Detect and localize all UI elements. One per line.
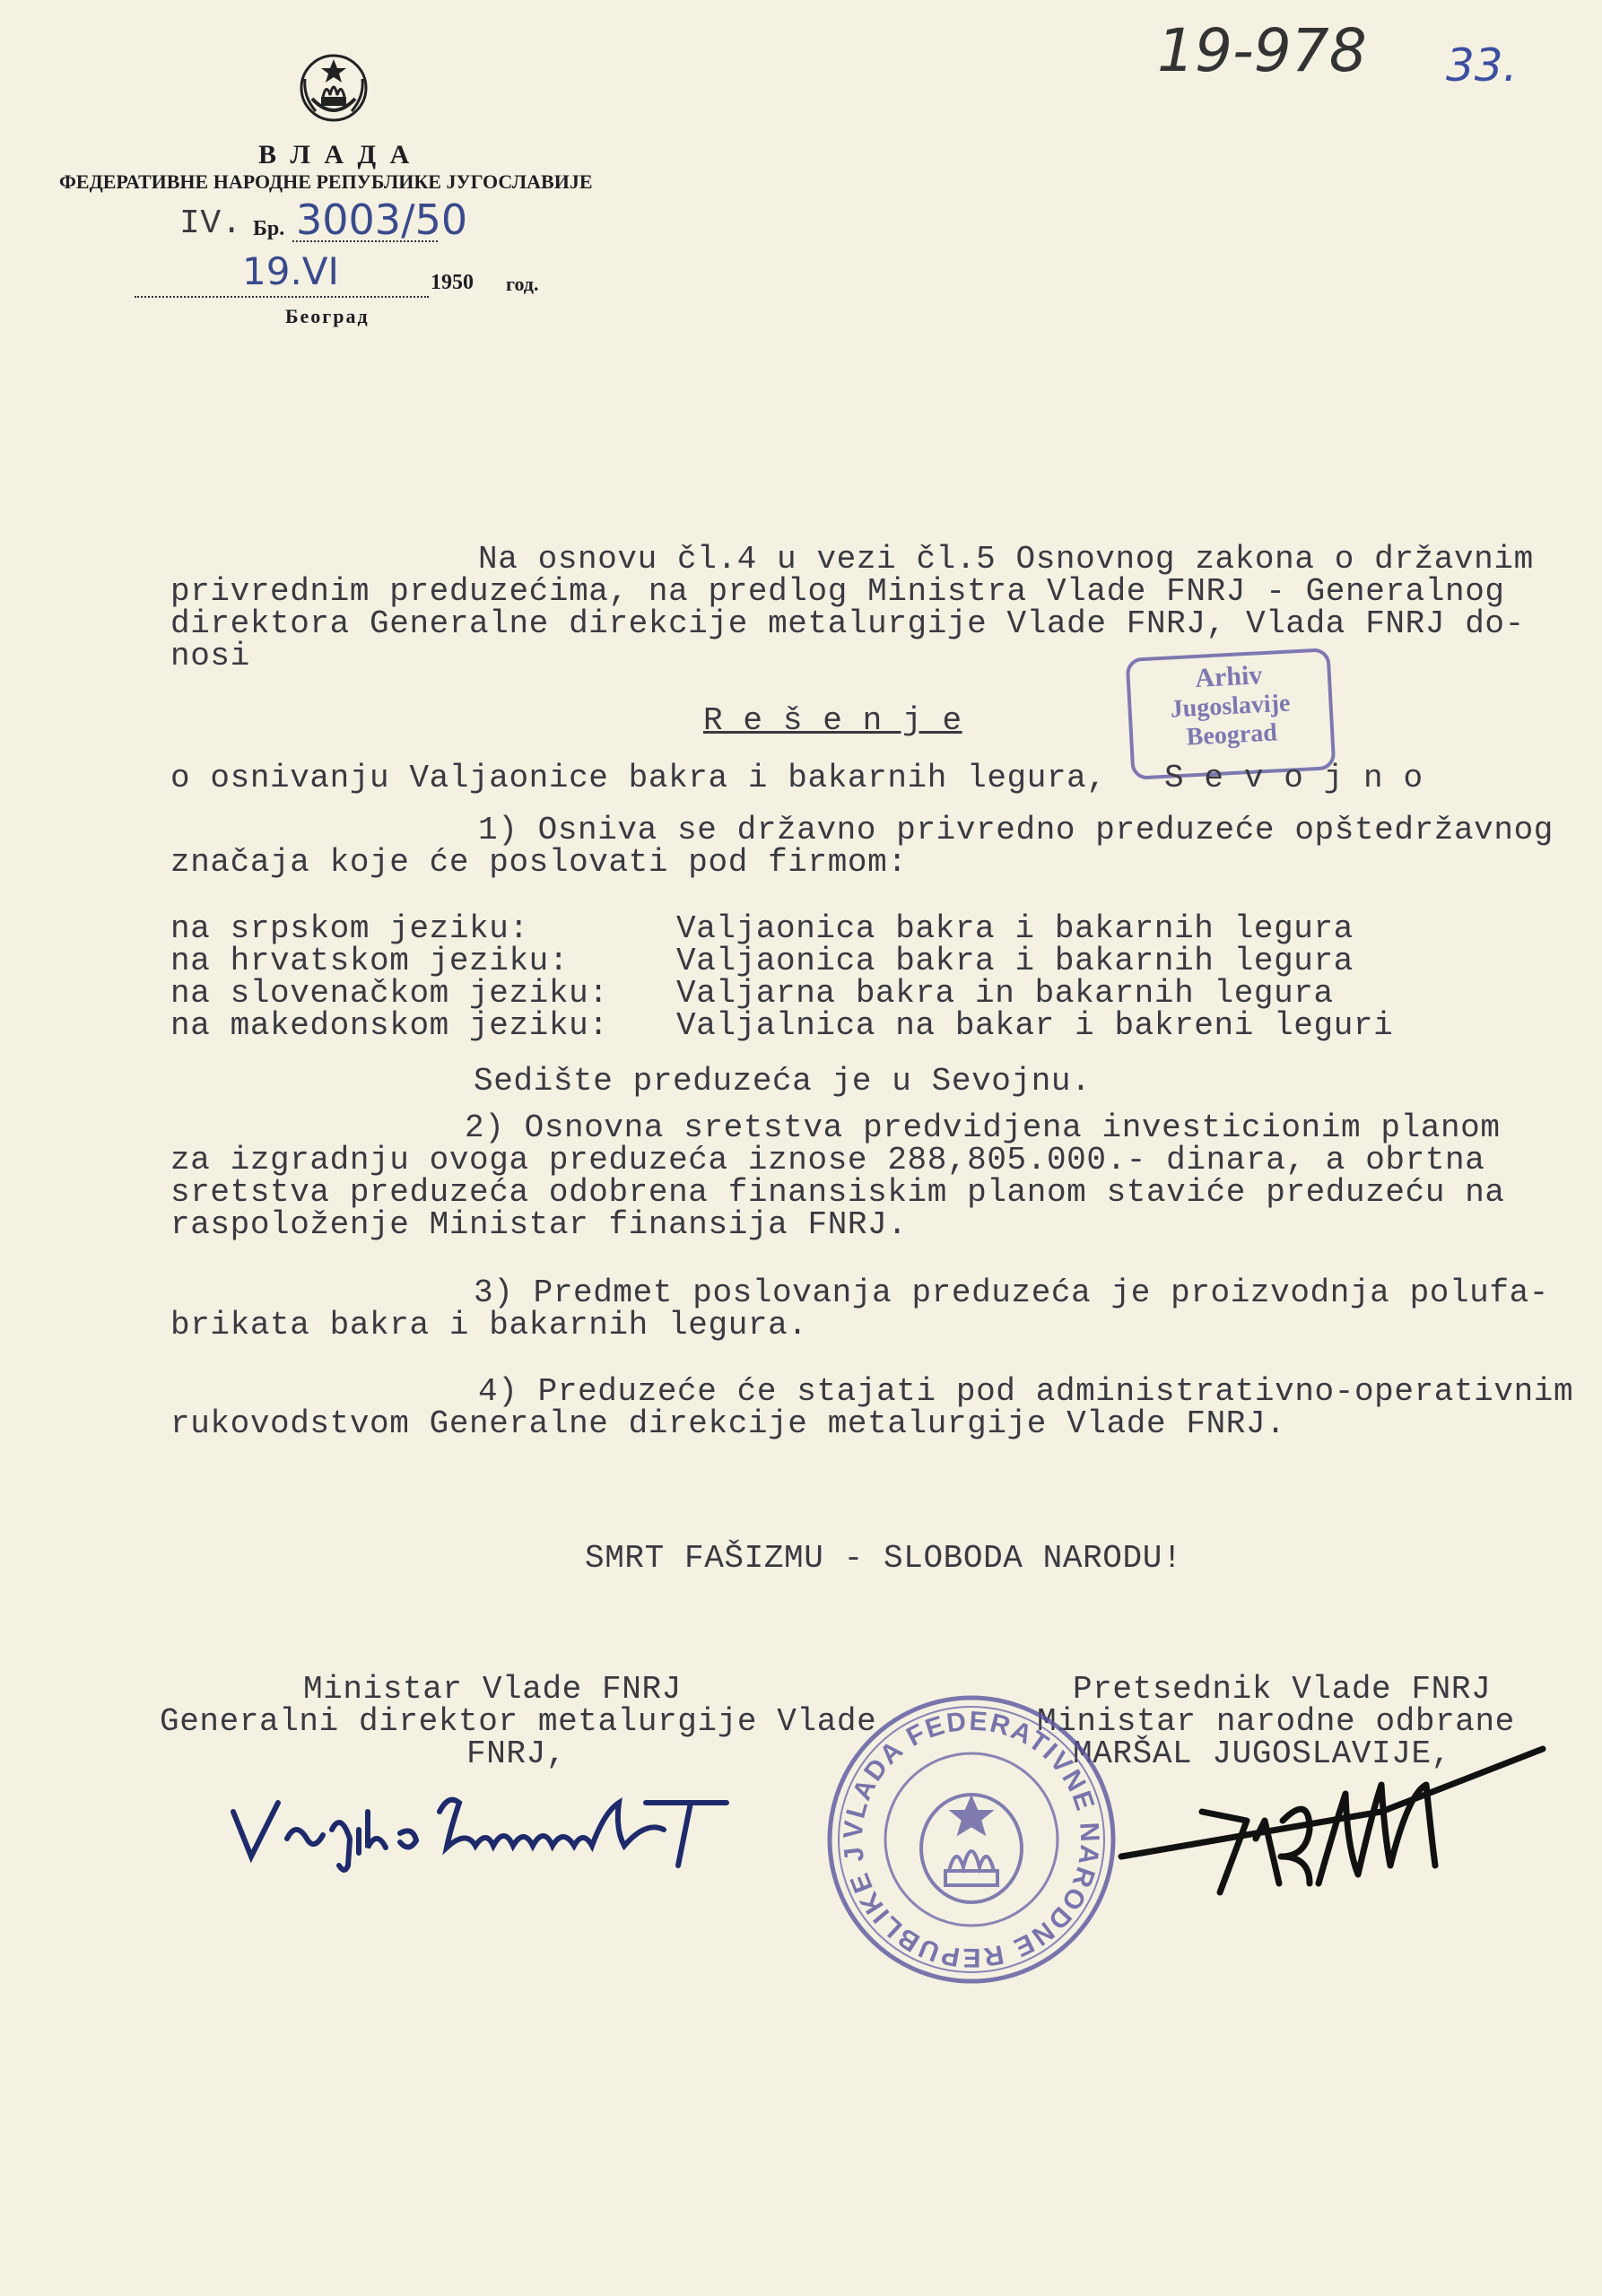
right-handwritten-signature bbox=[1040, 1735, 1543, 1901]
letterhead-federation: ФЕДЕРАТИВНЕ НАРОДНЕ РЕПУБЛИКЕ ЈУГОСЛАВИЈЕ bbox=[59, 170, 593, 193]
coat-of-arms-emblem bbox=[296, 43, 371, 124]
intro-line-4: nosi bbox=[170, 638, 250, 674]
right-signer-line-1: Pretsednik Vlade FNRJ bbox=[1073, 1671, 1492, 1708]
item-2-line-3: sretstva preduzeća odobrena finansiskim planom staviće preduzeću na bbox=[170, 1174, 1505, 1211]
item-2-line-2: za izgradnju ovoga preduzeća iznose 288,805.000.- dinara, a obrtna bbox=[170, 1142, 1485, 1178]
intro-line-3: direktora Generalne direkcije metalurgije Vlade FNRJ, Vlada FNRJ do- bbox=[170, 605, 1525, 642]
archive-stamp-line-3: Beograd bbox=[1185, 718, 1278, 752]
item-3-line-1: 3) Predmet poslovanja preduzeća je proizvodnja polufa- bbox=[474, 1274, 1549, 1311]
item-1-line-2: značaja koje će poslovati pod firmom: bbox=[170, 844, 908, 881]
archive-page-number: 33. bbox=[1446, 39, 1518, 91]
document-title: R e š e n j e bbox=[703, 702, 962, 739]
archive-stamp-line-2: Jugoslavije bbox=[1169, 689, 1292, 724]
intro-line-1: Na osnovu čl.4 u vezi čl.5 Osnovnog zakona o državnim bbox=[478, 541, 1534, 578]
letterhead-government: В Л А Д А bbox=[258, 140, 414, 170]
firm-lang-serbian: na srpskom jeziku: bbox=[170, 910, 529, 947]
left-signer-line-2: Generalni direktor metalurgije Vlade bbox=[160, 1703, 877, 1740]
slogan: SMRT FAŠIZMU - SLOBODA NARODU! bbox=[585, 1540, 1183, 1577]
firm-name-croatian: Valjaonica bakra i bakarnih legura bbox=[676, 943, 1354, 979]
year-suffix: год. bbox=[506, 273, 539, 295]
number-label: Бр. bbox=[253, 217, 285, 240]
left-signer-line-3: FNRJ, bbox=[466, 1735, 567, 1772]
subtitle-right: S e v o j n o bbox=[1164, 760, 1424, 796]
item-2-line-1: 2) Osnovna sretstva predvidjena investicionim planom bbox=[465, 1109, 1501, 1146]
date-underline bbox=[135, 296, 429, 298]
firm-name-slovenian: Valjarna bakra in bakarnih legura bbox=[676, 975, 1334, 1012]
firm-lang-slovenian: na slovenačkom jeziku: bbox=[170, 975, 609, 1012]
date-value: 19.VI bbox=[242, 249, 339, 293]
right-signer-line-3: MARŠAL JUGOSLAVIJE, bbox=[1073, 1735, 1451, 1772]
item-3-line-2: brikata bakra i bakarnih legura. bbox=[170, 1307, 808, 1344]
city: Београд bbox=[285, 305, 370, 327]
year: 1950 bbox=[431, 271, 474, 294]
intro-line-2: privrednim preduzećima, na predlog Ministra Vlade FNRJ - Generalnog bbox=[170, 573, 1505, 610]
item-4-line-1: 4) Preduzeće će stajati pod administrativno-operativnim bbox=[478, 1373, 1574, 1410]
company-seat: Sedište preduzeća je u Sevojnu. bbox=[474, 1063, 1092, 1100]
item-2-line-4: raspoloženje Ministar finansija FNRJ. bbox=[170, 1206, 908, 1243]
number-underline bbox=[292, 240, 438, 242]
firm-lang-macedonian: na makedonskom jeziku: bbox=[170, 1007, 609, 1044]
number-value: 3003/50 bbox=[296, 196, 468, 244]
item-4-line-2: rukovodstvom Generalne direkcije metalurgije Vlade FNRJ. bbox=[170, 1405, 1286, 1442]
item-1-line-1: 1) Osniva se državno privredno preduzeće opštedržavnog bbox=[478, 812, 1554, 848]
left-handwritten-signature bbox=[224, 1776, 744, 1883]
right-signer-line-2: Ministar narodne odbrane bbox=[1037, 1703, 1515, 1740]
subtitle-left: o osnivanju Valjaonice bakra i bakarnih legura, bbox=[170, 760, 1107, 796]
firm-lang-croatian: na hrvatskom jeziku: bbox=[170, 943, 570, 979]
archive-number: 19-978 bbox=[1157, 16, 1367, 85]
firm-name-serbian: Valjaonica bakra i bakarnih legura bbox=[676, 910, 1354, 947]
section-number: IV. bbox=[179, 204, 243, 243]
firm-name-macedonian: Valjalnica na bakar i bakreni leguri bbox=[676, 1007, 1394, 1044]
archive-stamp-line-1: Arhiv bbox=[1194, 660, 1264, 693]
seal-text: VLADA FEDERATIVNE NARODNE REPUBLIKE JUGOSLAVIJE bbox=[812, 1668, 1105, 1973]
left-signer-line-1: Ministar Vlade FNRJ bbox=[303, 1671, 682, 1708]
